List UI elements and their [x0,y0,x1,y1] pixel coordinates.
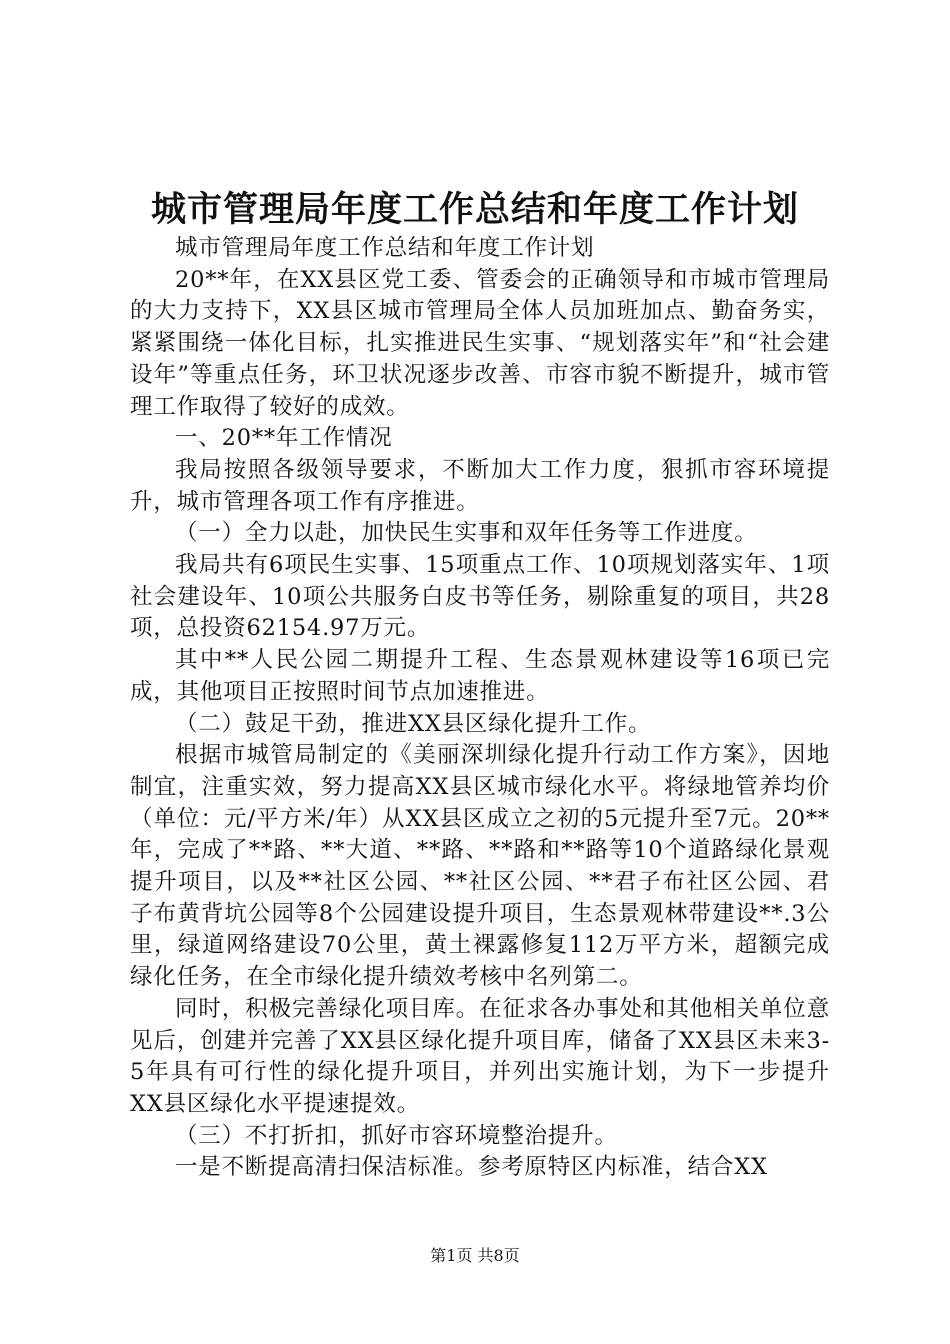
section-heading-1: 一、20**年工作情况 [175,425,393,452]
paragraph-cleaning: 一是不断提高清扫保洁标准。参考原特区内标准，结合XX [175,1154,768,1181]
subsection-heading-2: （二）鼓足干劲，推进XX县区绿化提升工作。 [175,710,652,737]
paragraph-overview: 我局按照各级领导要求，不断加大工作力度，狠抓市容环境提升，城市管理各项工作有序推进。 [130,456,830,515]
paragraph-completed: 其中**人民公园二期提升工程、生态景观林建设等16项已完成，其他项目正按照时间节点加速推进。 [130,647,830,705]
paragraph-greening: 根据市城管局制定的《美丽深圳绿化提升行动工作方案》，因地制宜，注重实效，努力提高XX县区城市绿化水平。将绿地管养均价（单位：元/平方米/年）从XX县区成立之初的5元提升至7元。20**年，完成了**路、**大道、**路、**路和**路等10个道路绿化景观提升项目，以及**社区公园、**社区公园、**君子布社区公园、君子布黄背坑公园等8个公园建设提升项目，生态景观林带建设**.3公里，绿道网络建设70公里，黄土裸露修复112万平方米，超额完成绿化任务，在全市绿化提升绩效考核中名列第二。 [130,742,830,991]
subsection-heading-1: （一）全力以赴，加快民生实事和双年任务等工作进度。 [175,520,758,547]
page-number: 第1页 共8页 [430,1246,520,1265]
paragraph-heading-repeat: 城市管理局年度工作总结和年度工作计划 [175,235,595,261]
subsection-heading-3: （三）不打折扣，抓好市容环境整治提升。 [175,1122,618,1149]
document-title: 城市管理局年度工作总结和年度工作计划 [150,190,799,230]
paragraph-project-library: 同时，积极完善绿化项目库。在征求各办事处和其他相关单位意见后，创建并完善了XX县区绿化提升项目库，储备了XX县区未来3-5年具有可行性的绿化提升项目，并列出实施计划，为下一步提升XX县区绿化水平提速提效。 [130,995,830,1117]
paragraph-intro: 20**年，在XX县区党工委、管委会的正确领导和市城市管理局的大力支持下，XX县区城市管理局全体人员加班加点、勤奋务实，紧紧围绕一体化目标，扎实推进民生实事、“规划落实年”和“社会建设年”等重点任务，环卫状况逐步改善、市容市貌不断提升，城市管理工作取得了较好的成效。 [130,266,830,420]
document-body [130,233,830,1184]
paragraph-tasks: 我局共有6项民生实事、15项重点工作、10项规划落实年、1项社会建设年、10项公共服务白皮书等任务，剔除重复的项目，共28项，总投资62154.97万元。 [130,552,830,642]
